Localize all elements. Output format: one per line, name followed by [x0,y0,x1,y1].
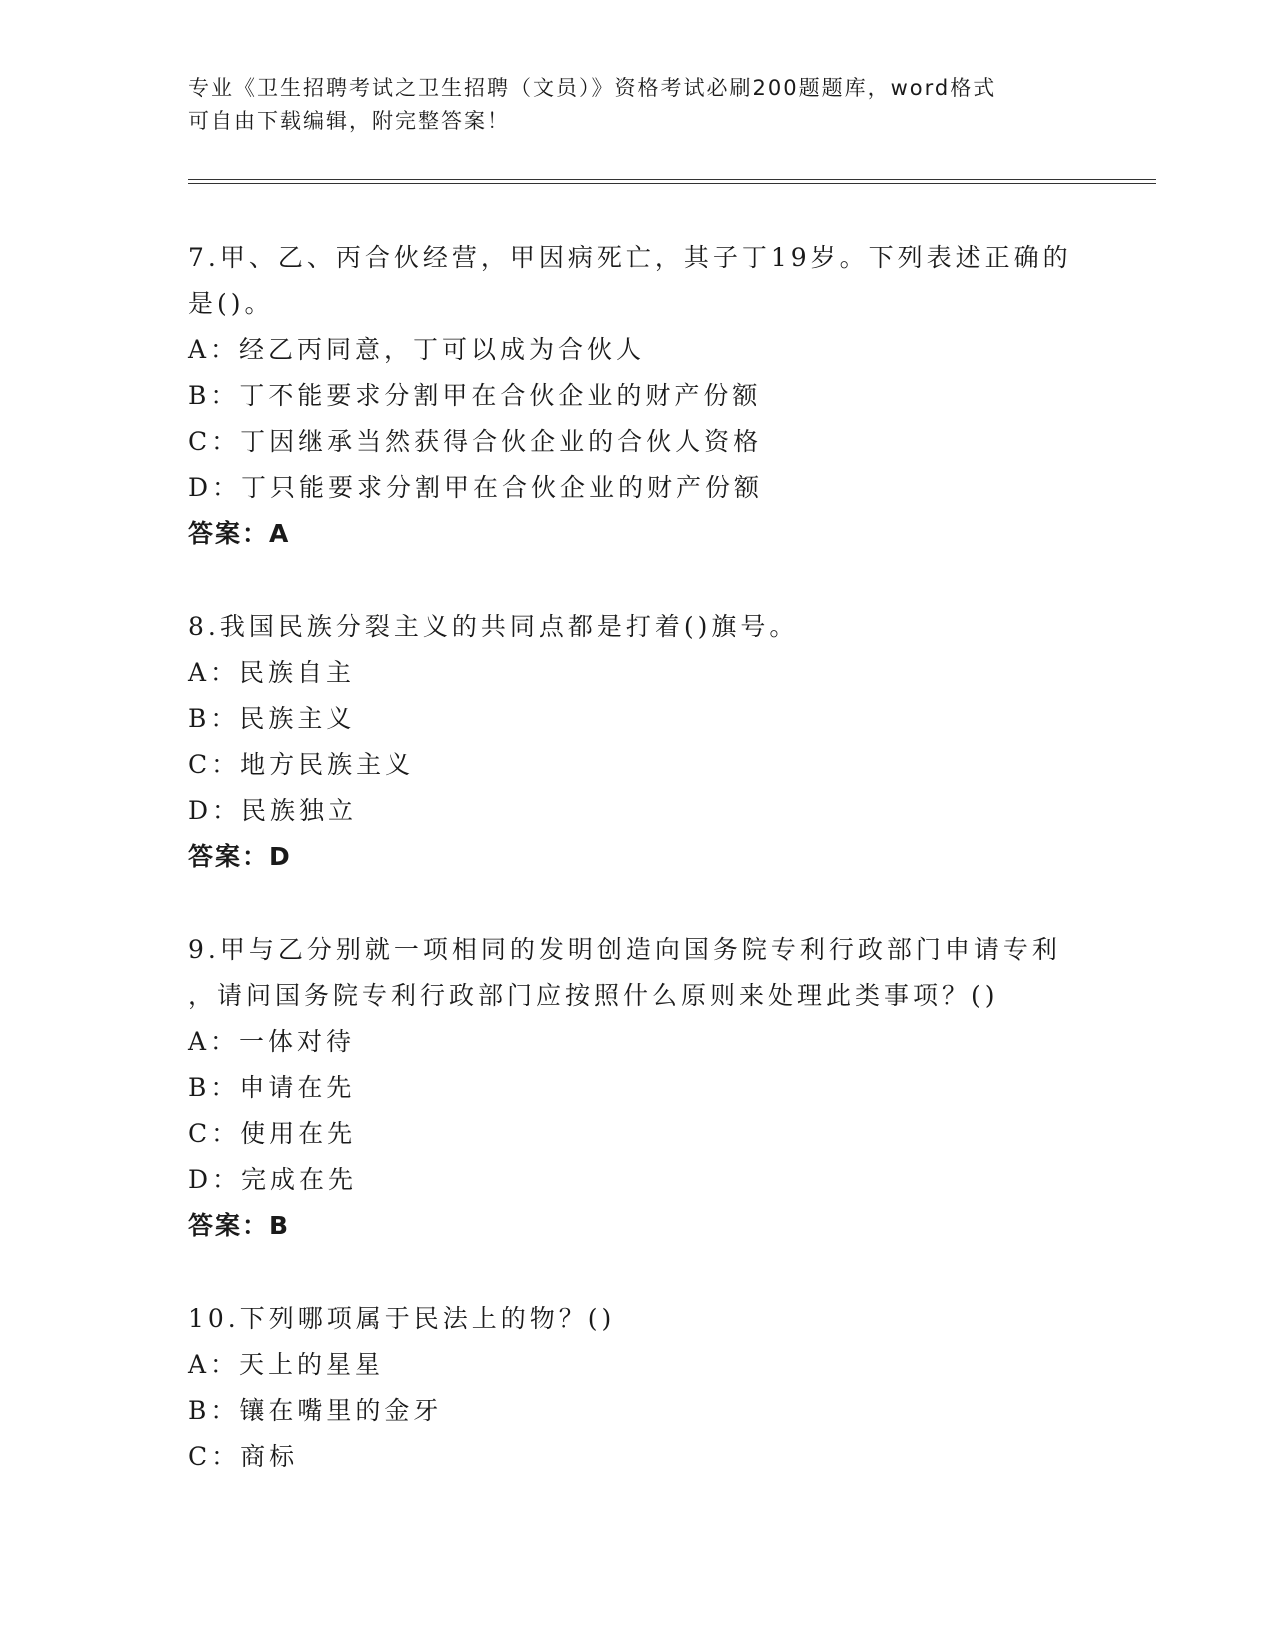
question-9 [188,927,1088,1249]
option-a: A：天上的星星 [188,1350,385,1379]
option-a: A：民族自主 [188,658,356,687]
header-line-1: 专业《卫生招聘考试之卫生招聘（文员）》资格考试必刷200题题库，word格式 [188,76,997,100]
option-b: B：丁不能要求分割甲在合伙企业的财产份额 [188,381,762,410]
question-stem-line: 10.下列哪项属于民法上的物？() [188,1304,616,1333]
document-header [188,72,1088,138]
question-7 [188,235,1088,557]
question-stem-line: 是()。 [188,289,274,318]
option-d: D：丁只能要求分割甲在合伙企业的财产份额 [188,473,764,502]
option-c: C：丁因继承当然获得合伙企业的合伙人资格 [188,427,763,456]
option-c: C：商标 [188,1442,299,1471]
answer-label: 答案：B [188,1211,291,1240]
question-8 [188,604,1088,880]
option-a: A：经乙丙同意，丁可以成为合伙人 [188,335,646,364]
question-stem-line: 7.甲、乙、丙合伙经营，甲因病死亡，其子丁19岁。下列表述正确的 [188,243,1072,272]
question-list [188,235,1088,1480]
question-stem-line: ，请问国务院专利行政部门应按照什么原则来处理此类事项？() [188,981,999,1010]
option-a: A：一体对待 [188,1027,356,1056]
option-b: B：镶在嘴里的金牙 [188,1396,443,1425]
header-divider-top [188,179,1156,180]
answer-label: 答案：A [188,519,291,548]
header-line-2: 可自由下载编辑，附完整答案！ [188,109,510,133]
question-stem-line: 9.甲与乙分别就一项相同的发明创造向国务院专利行政部门申请专利 [188,935,1061,964]
answer-label: 答案：D [188,842,292,871]
option-b: B：民族主义 [188,704,356,733]
option-b: B：申请在先 [188,1073,356,1102]
question-10 [188,1296,1088,1480]
option-c: C：地方民族主义 [188,750,415,779]
header-divider-bottom [188,183,1156,184]
option-d: D：民族独立 [188,796,358,825]
question-stem-line: 8.我国民族分裂主义的共同点都是打着()旗号。 [188,612,799,641]
option-c: C：使用在先 [188,1119,357,1148]
option-d: D：完成在先 [188,1165,358,1194]
